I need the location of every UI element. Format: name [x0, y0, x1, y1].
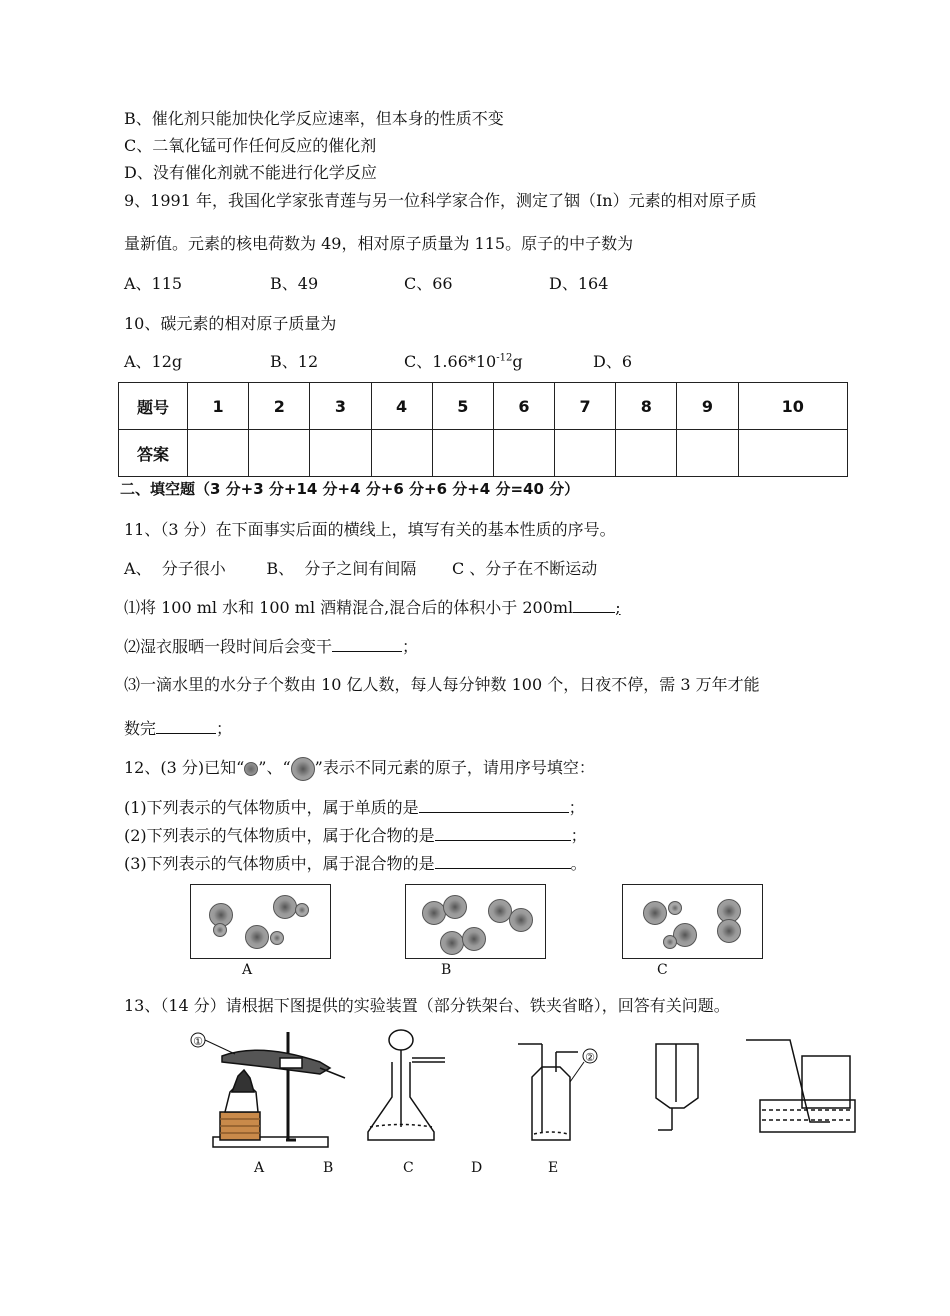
- small-atom-icon: [295, 903, 309, 917]
- q10-option-c: C、$1.66*10^{-12}g$: [404, 352, 523, 371]
- box-label-c: C: [657, 962, 668, 978]
- q9-option-d: D、164: [549, 274, 609, 293]
- q12-blank2[interactable]: [435, 824, 571, 841]
- answer-cell[interactable]: [188, 430, 249, 477]
- apparatus-diagram: [180, 1022, 880, 1157]
- q11-item3-line1: ⑶一滴水里的水分子个数由 10 亿人数，每人每分钟数 100 个，日夜不停，需 3 万年才能: [124, 675, 760, 694]
- apparatus-trough: [746, 1040, 855, 1132]
- answer-cell[interactable]: [249, 430, 310, 477]
- small-atom-icon: [244, 762, 258, 776]
- molecule-box-a: [190, 884, 331, 959]
- small-atom-icon: [213, 923, 227, 937]
- answer-cell[interactable]: [493, 430, 554, 477]
- q11-item1: ⑴将 100 ml 水和 100 ml 酒精混合,混合后的体积小于 200ml ;: [124, 598, 621, 617]
- answer-cell[interactable]: [677, 430, 738, 477]
- answer-cell[interactable]: [616, 430, 677, 477]
- table-cell-number: 4: [371, 383, 432, 430]
- q11-blank1[interactable]: [573, 596, 615, 613]
- table-row-numbers: [119, 383, 848, 430]
- apparatus-label-b: B: [323, 1160, 334, 1176]
- q12-item3: (3)下列表示的气体物质中，属于混合物的是 。: [124, 854, 587, 873]
- table-cell-number: 2: [249, 383, 310, 430]
- q9-option-c: C、66: [404, 274, 453, 293]
- q12-item1: (1)下列表示的气体物质中，属于单质的是 ；: [124, 798, 585, 817]
- q11-item2: ⑵湿衣服晒一段时间后会变干 ；: [124, 637, 419, 656]
- q10-stem: 10、碳元素的相对原子质量为: [124, 314, 337, 333]
- q8-option-c: C、二氧化锰可作任何反应的催化剂: [124, 136, 377, 155]
- table-cell-number: 1: [188, 383, 249, 430]
- q9-stem-line2: 量新值。元素的核电荷数为 49，相对原子质量为 115。原子的中子数为: [124, 234, 634, 253]
- large-atom-icon: [717, 919, 741, 943]
- q12-item2: (2)下列表示的气体物质中，属于化合物的是 ；: [124, 826, 587, 845]
- q12-blank1[interactable]: [419, 796, 569, 813]
- q12-blank3[interactable]: [435, 852, 571, 869]
- molecule-box-b: [405, 884, 546, 959]
- q10-option-a: A、12g: [124, 352, 183, 371]
- large-atom-icon: [509, 908, 533, 932]
- apparatus-a: [191, 1032, 345, 1147]
- q8-option-d: D、没有催化剂就不能进行化学反应: [124, 163, 377, 182]
- q11-blank3[interactable]: [156, 717, 216, 734]
- q10-option-d: D、6: [593, 352, 633, 371]
- small-atom-icon: [270, 931, 284, 945]
- table-cell-number: 10: [738, 383, 847, 430]
- q12-stem: 12、(3 分)已知“ ”、“ ”表示不同元素的原子，请用序号填空：: [124, 755, 595, 781]
- apparatus-label-a: A: [254, 1160, 265, 1176]
- apparatus-inverted-bottle: [656, 1044, 698, 1130]
- large-atom-icon: [443, 895, 467, 919]
- molecule-box-c: [622, 884, 763, 959]
- answer-cell[interactable]: [555, 430, 616, 477]
- answer-cell[interactable]: [738, 430, 847, 477]
- large-atom-icon: [440, 931, 464, 955]
- box-label-b: B: [441, 962, 452, 978]
- large-atom-icon: [462, 927, 486, 951]
- large-atom-icon: [245, 925, 269, 949]
- large-atom-icon: [643, 901, 667, 925]
- table-cell-number: 5: [432, 383, 493, 430]
- apparatus-label-d: D: [471, 1160, 483, 1176]
- q11-item3-line2: 数完 ；: [124, 719, 233, 738]
- q13-stem: 13、（14 分）请根据下图提供的实验装置（部分铁架台、铁夹省略），回答有关问题。: [124, 996, 730, 1015]
- q9-stem-line1: 9、1991 年，我国化学家张青莲与另一位科学家合作，测定了铟（In）元素的相对原子质: [124, 191, 757, 210]
- marker-2-text: ②: [585, 1051, 595, 1064]
- apparatus-c: [368, 1030, 445, 1140]
- q11-choices: A、 分子很小 B、 分子之间有间隔 C 、分子在不断运动: [124, 559, 598, 578]
- table-cell-number: 7: [555, 383, 616, 430]
- table-cell-number: 6: [493, 383, 554, 430]
- table-row-answers: [119, 430, 848, 477]
- table-cell-number: 3: [310, 383, 371, 430]
- large-atom-icon: [273, 895, 297, 919]
- small-atom-icon: [663, 935, 677, 949]
- answer-table: [118, 382, 848, 477]
- small-atom-icon: [668, 901, 682, 915]
- q9-option-a: A、115: [124, 274, 183, 293]
- table-header-number: 题号: [119, 383, 188, 430]
- table-cell-number: 9: [677, 383, 738, 430]
- box-label-a: A: [242, 962, 253, 978]
- table-cell-number: 8: [616, 383, 677, 430]
- large-atom-icon: [291, 757, 315, 781]
- table-header-answer: 答案: [119, 430, 188, 477]
- q9-option-b: B、49: [270, 274, 319, 293]
- apparatus-label-e: E: [548, 1160, 559, 1176]
- q8-option-b: B、催化剂只能加快化学反应速率，但本身的性质不变: [124, 109, 504, 128]
- q11-stem: 11、（3 分）在下面事实后面的横线上，填写有关的基本性质的序号。: [124, 520, 616, 539]
- answer-cell[interactable]: [432, 430, 493, 477]
- section2-title: 二、填空题（3 分+3 分+14 分+4 分+6 分+6 分+4 分=40 分）: [120, 480, 580, 498]
- q10-option-b: B、12: [270, 352, 319, 371]
- answer-cell[interactable]: [371, 430, 432, 477]
- q11-blank2[interactable]: [332, 635, 402, 652]
- apparatus-label-c: C: [403, 1160, 414, 1176]
- marker-1-text: ①: [193, 1035, 203, 1048]
- answer-cell[interactable]: [310, 430, 371, 477]
